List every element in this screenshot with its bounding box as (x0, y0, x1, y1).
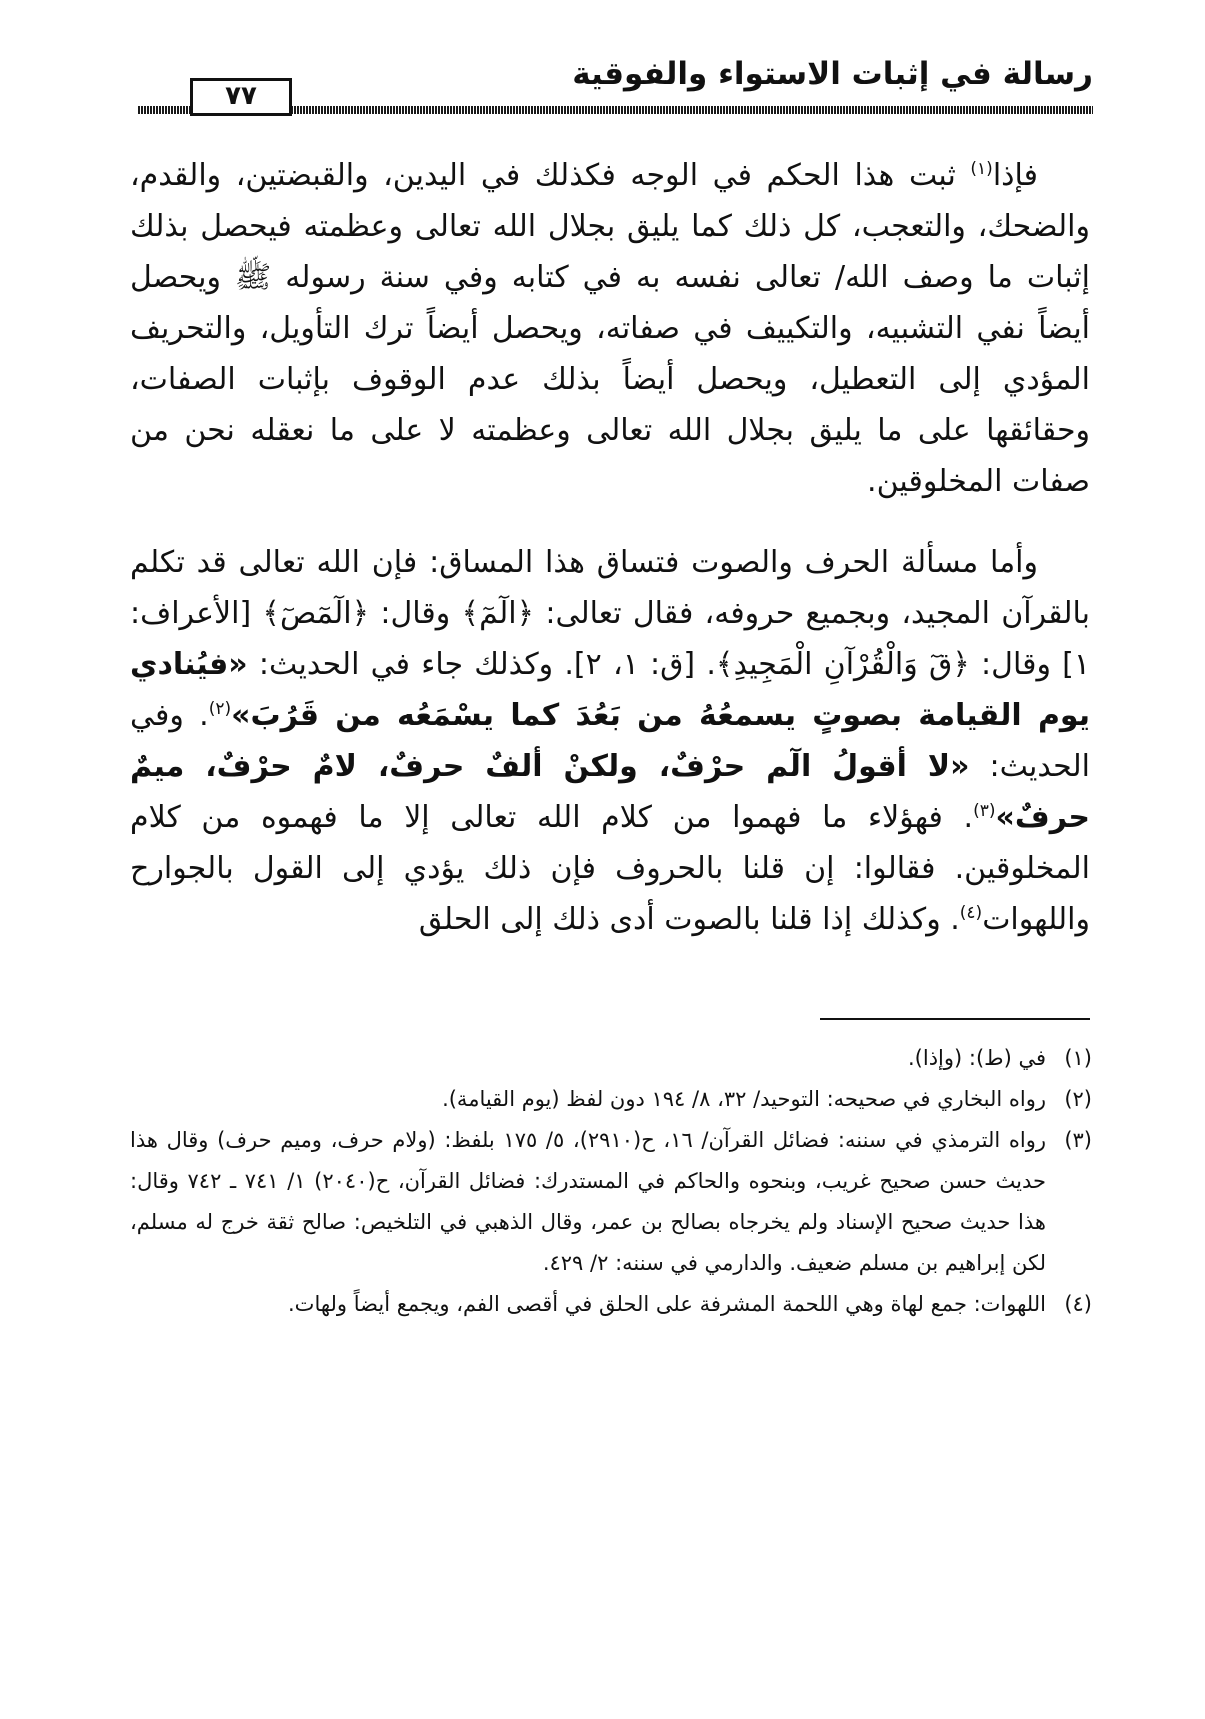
paragraph-2 (130, 537, 1090, 945)
hadith-quote-1: «فيُنادي يوم القيامة بصوتٍ يسمعُهُ من بَعُدَ كما يسْمَعُه من قَرُبَ» (130, 647, 1091, 733)
footnote-marker-1: (١) (970, 159, 993, 179)
paragraph-2-text-b: . وفي الحديث: (130, 698, 1090, 784)
paragraph-1-lead: فإذا (992, 158, 1038, 193)
footnote (130, 1038, 1092, 1079)
footnote-number: (٤) (1064, 1292, 1092, 1316)
main-text (130, 150, 1090, 945)
footnote-number: (٣) (1064, 1128, 1092, 1152)
footnote-number: (٢) (1064, 1087, 1092, 1111)
footnote (130, 1120, 1092, 1284)
footnote (130, 1079, 1092, 1120)
footnote-text: في (ط): (وإذا). (908, 1046, 1046, 1070)
footnotes (130, 1038, 1092, 1325)
paragraph-2-text-c: . فهؤلاء ما فهموا من كلام الله تعالى إلا ما فهموه من كلام المخلوقين. فقالوا: إن قلنا بالحروف فإن ذلك يؤدي إلى القول بالجوارح واللهوات (130, 800, 1090, 937)
footnote-marker-3: (٣) (973, 801, 996, 821)
paragraph-2-text-a: وأما مسألة الحرف والصوت فتساق هذا المساق: فإن الله تعالى قد تكلم بالقرآن المجيد، وبجميع حروفه، فقال تعالى: ﴿الٓمٓ﴾ وقال: ﴿الٓمٓصٓ﴾ [الأعراف: ١] وقال: ﴿قٓ وَالْقُرْآنِ الْمَجِيدِ﴾. [ق: ١، ٢]. وكذلك جاء في الحديث: (130, 545, 1090, 682)
header-title: رسالة في إثبات الاستواء والفوقية (572, 56, 1093, 92)
hadith-quote-2: «لا أقولُ الٓم حرْفٌ، ولكنْ ألفٌ حرفٌ، لامٌ حرْفٌ، ميمٌ حرفٌ» (130, 749, 1090, 835)
paragraph-1 (130, 150, 1090, 507)
running-header (138, 52, 1093, 116)
footnote-text: رواه الترمذي في سننه: فضائل القرآن/ ١٦، ح(٢٩١٠)، ٥/ ١٧٥ بلفظ: (ولام حرف، وميم حرف) وقال هذا حديث حسن صحيح غريب، وبنحوه والحاكم في المستدرك: فضائل القرآن، ح(٢٠٤٠) ١/ ٧٤١ ـ ٧٤٢ وقال: هذا حديث صحيح الإسناد ولم يخرجاه بصالح بن عمر، وقال الذهبي في التلخيص: صالح ثقة خرج له مسلم، لكن إبراهيم بن مسلم ضعيف. والدارمي في سننه: ٢/ ٤٢٩. (130, 1128, 1047, 1275)
footnote-number: (١) (1064, 1046, 1092, 1070)
footnote-separator (820, 1018, 1090, 1020)
footnote-marker-4: (٤) (959, 903, 983, 923)
paragraph-2-text-d: . وكذلك إذا قلنا بالصوت أدى ذلك إلى الحلق (418, 902, 960, 937)
footnote-text: اللهوات: جمع لهاة وهي اللحمة المشرفة على الحلق في أقصى الفم، ويجمع أيضاً ولهات. (288, 1292, 1046, 1316)
footnote (130, 1284, 1092, 1325)
page-number: ٧٧ (190, 78, 292, 116)
footnote-marker-2: (٢) (208, 699, 232, 719)
paragraph-1-text: ثبت هذا الحكم في الوجه فكذلك في اليدين، والقبضتين، والقدم، والضحك، والتعجب، كل ذلك كما يليق بجلال الله تعالى وعظمته فيحصل بذلك إثبات ما وصف الله/ تعالى نفسه به في كتابه وفي سنة رسوله ﷺ ويحصل أيضاً نفي التشبيه، والتكييف في صفاته، ويحصل أيضاً ترك التأويل، والتحريف المؤدي إلى التعطيل، ويحصل أيضاً بذلك عدم الوقوف بإثبات الصفات، وحقائقها على ما يليق بجلال الله تعالى وعظمته لا على ما نعقله نحن من صفات المخلوقين. (130, 158, 1090, 499)
footnote-text: رواه البخاري في صحيحه: التوحيد/ ٣٢، ٨/ ١٩٤ دون لفظ (يوم القيامة). (442, 1087, 1046, 1111)
